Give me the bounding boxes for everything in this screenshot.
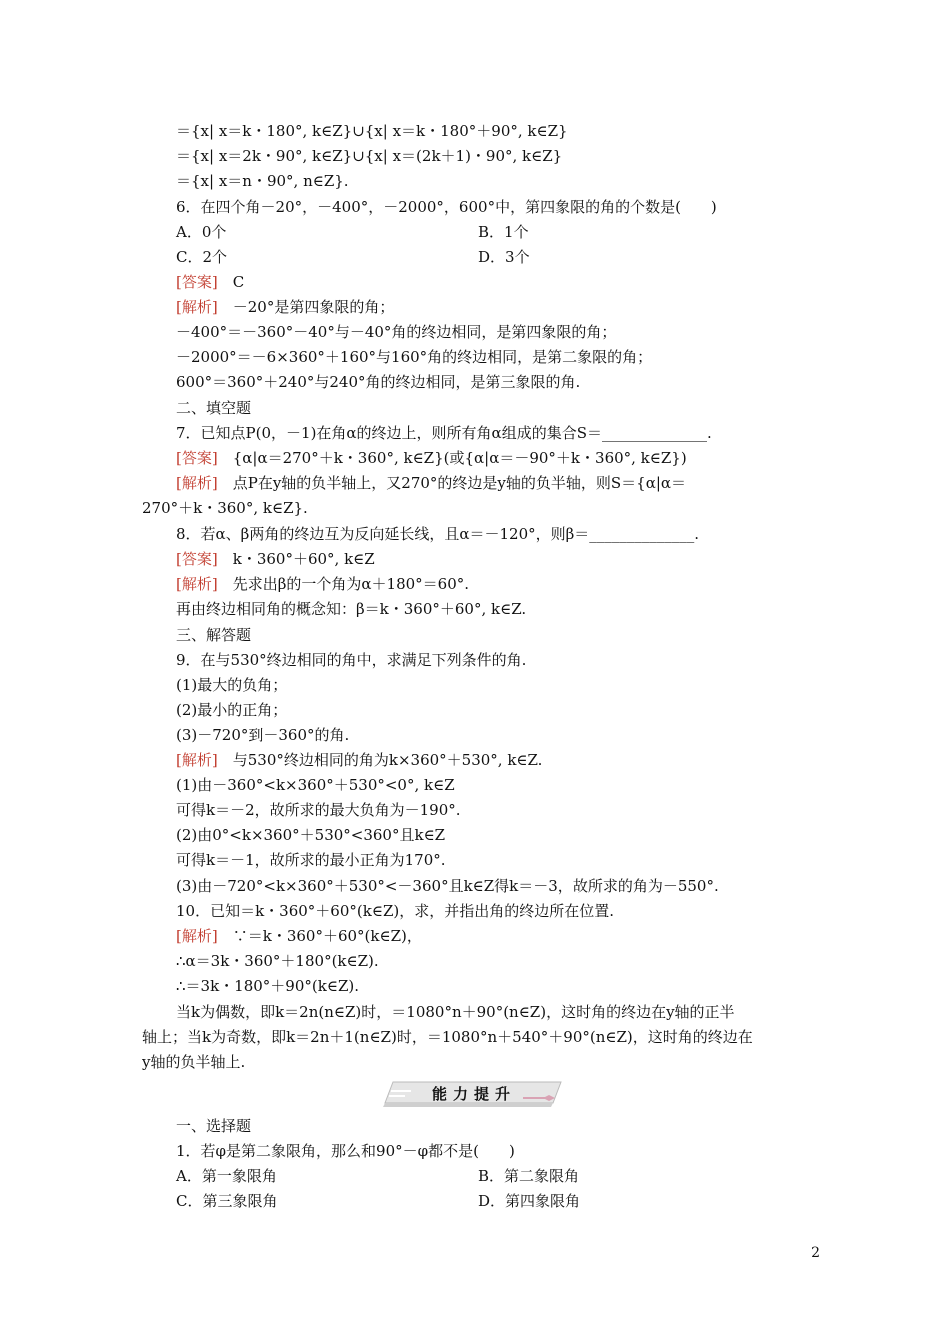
q9-step-3: (2)由0°<k×360°＋530°<360°且k∈Z <box>176 826 446 844</box>
q8-analysis-line-1 <box>176 573 816 595</box>
q10-stem: 10．已知＝k・360°＋60°(k∈Z)，求，并指出角的终边所在位置. <box>176 902 614 920</box>
q6-option-d: D．3个 <box>478 248 530 266</box>
ability-banner <box>383 1079 565 1109</box>
q10-analysis-line <box>176 925 816 947</box>
analysis-tag: [解析] <box>176 298 218 316</box>
section-heading-fill: 二、填空题 <box>176 399 252 417</box>
q8-answer: k・360°＋60°, k∈Z <box>232 550 375 568</box>
set-line-3: ＝{x| x＝n・90°, n∈Z}. <box>176 172 349 190</box>
answer-tag: [答案] <box>176 550 218 568</box>
q6-answer-line <box>176 271 816 293</box>
q6-stem: 6．在四个角－20°，－400°，－2000°，600°中，第四象限的角的个数是( ) <box>176 198 717 216</box>
q6-analysis-text: －20°是第四象限的角； <box>232 298 395 316</box>
q6-option-a: A．0个 <box>176 223 227 241</box>
q10-analysis-text: ∵＝k・360°＋60°(k∈Z)， <box>232 927 422 945</box>
q1b-option-b: B．第二象限角 <box>478 1167 580 1185</box>
q6-analysis-line-4: 600°＝360°＋240°与240°角的终边相同，是第三象限的角. <box>176 373 581 391</box>
answer-tag: [答案] <box>176 273 218 291</box>
q10-step-1: ∴α＝3k・360°＋180°(k∈Z). <box>176 952 379 970</box>
q9-part-2: (2)最小的正角； <box>176 701 288 719</box>
q9-step-2: 可得k＝－2，故所求的最大负角为－190°. <box>176 801 461 819</box>
analysis-tag: [解析] <box>176 751 218 769</box>
analysis-tag: [解析] <box>176 474 218 492</box>
q6-answer: C <box>232 273 245 291</box>
q10-conclusion-3: y轴的负半轴上. <box>142 1053 246 1071</box>
q9-step-4: 可得k＝－1，故所求的最小正角为170°. <box>176 851 446 869</box>
section-heading-choice: 一、选择题 <box>176 1117 252 1135</box>
q1b-option-a: A．第一象限角 <box>176 1167 277 1185</box>
q7-stem: 7．已知点P(0，－1)在角α的终边上，则所有角α组成的集合S＝______________. <box>176 424 712 442</box>
q8-analysis-line-2: 再由终边相同角的概念知：β＝k・360°＋60°, k∈Z. <box>176 600 527 618</box>
q6-analysis-line-2: －400°＝－360°－40°与－40°角的终边相同，是第四象限的角； <box>176 323 617 341</box>
q7-answer-line <box>176 447 816 469</box>
q9-stem: 9．在与530°终边相同的角中，求满足下列条件的角. <box>176 651 527 669</box>
banner-title: 能力提升 <box>431 1085 516 1103</box>
q10-conclusion-1: 当k为偶数，即k＝2n(n∈Z)时，＝1080°n＋90°(n∈Z)，这时角的终边在y轴的正半 <box>176 1003 735 1021</box>
q9-analysis-text: 与530°终边相同的角为k×360°＋530°, k∈Z. <box>232 751 543 769</box>
q7-analysis-text: 点P在y轴的负半轴上，又270°的终边是y轴的负半轴，则S＝{α|α＝ <box>232 474 687 492</box>
set-line-1: ＝{x| x＝k・180°, k∈Z}∪{x| x＝k・180°＋90°, k∈Z} <box>176 122 568 140</box>
set-line-2: ＝{x| x＝2k・90°, k∈Z}∪{x| x＝(2k＋1)・90°, k∈Z} <box>176 147 563 165</box>
q9-step-5: (3)由－720°<k×360°＋530°<－360°且k∈Z得k＝－3，故所求的角为－550°. <box>176 877 719 895</box>
q9-analysis-line <box>176 749 816 771</box>
page-number: 2 <box>811 1245 820 1261</box>
analysis-tag: [解析] <box>176 927 218 945</box>
q8-answer-line <box>176 548 816 570</box>
q9-part-3: (3)－720°到－360°的角. <box>176 726 350 744</box>
q6-analysis-line-1 <box>176 296 816 318</box>
q9-step-1: (1)由－360°<k×360°＋530°<0°, k∈Z <box>176 776 455 794</box>
q6-option-b: B．1个 <box>478 223 529 241</box>
analysis-tag: [解析] <box>176 575 218 593</box>
q8-stem: 8．若α、β两角的终边互为反向延长线，且α＝－120°，则β＝______________. <box>176 525 700 543</box>
q10-step-2: ∴＝3k・180°＋90°(k∈Z). <box>176 977 359 995</box>
q7-analysis-line-2: 270°＋k・360°, k∈Z}. <box>142 499 308 517</box>
section-heading-solve: 三、解答题 <box>176 626 252 644</box>
q10-conclusion-2: 轴上；当k为奇数，即k＝2n＋1(n∈Z)时，＝1080°n＋540°＋90°(n∈Z)，这时角的终边在 <box>142 1028 753 1046</box>
q1b-option-d: D．第四象限角 <box>478 1192 581 1210</box>
q6-option-c: C．2个 <box>176 248 228 266</box>
q6-analysis-line-3: －2000°＝－6×360°＋160°与160°角的终边相同，是第二象限的角； <box>176 348 653 366</box>
q7-analysis-line-1 <box>176 472 816 494</box>
q8-analysis-text: 先求出β的一个角为α＋180°＝60°. <box>232 575 470 593</box>
answer-tag: [答案] <box>176 449 218 467</box>
q7-answer: {α|α＝270°＋k・360°, k∈Z}(或{α|α＝－90°＋k・360°, k∈Z}) <box>232 449 687 467</box>
q1b-option-c: C．第三象限角 <box>176 1192 278 1210</box>
q9-part-1: (1)最大的负角； <box>176 676 288 694</box>
q1b-stem: 1．若φ是第二象限角，那么和90°－φ都不是( ) <box>176 1142 515 1160</box>
